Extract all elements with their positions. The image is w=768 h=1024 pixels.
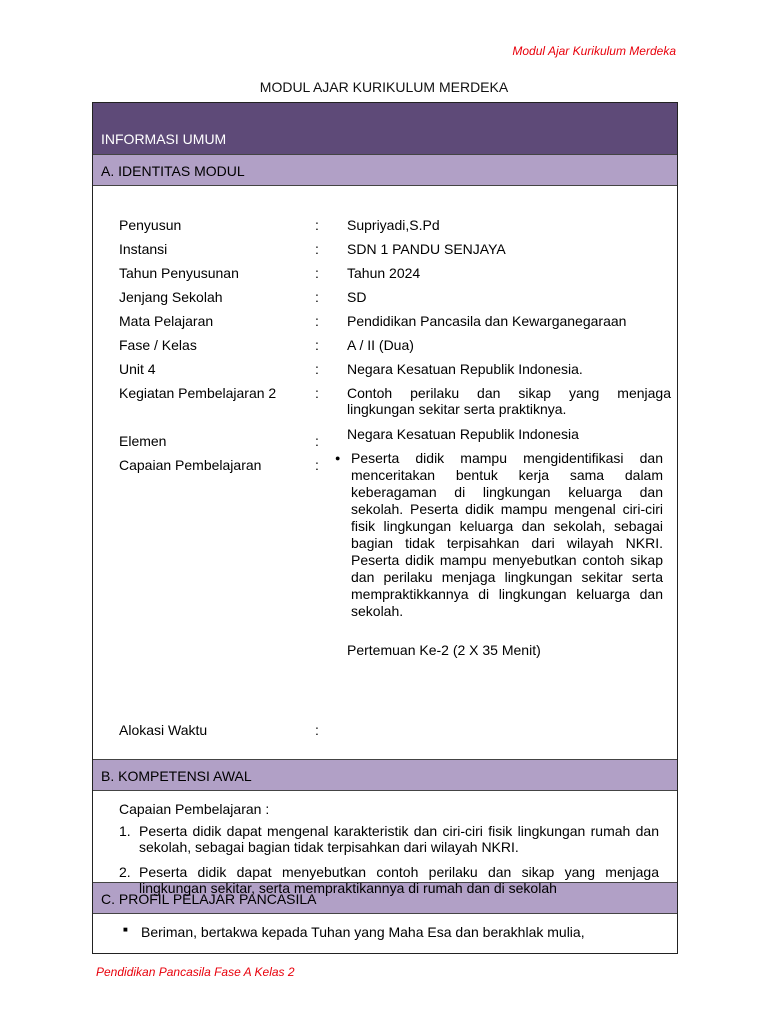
field-colon: : bbox=[315, 241, 319, 257]
field-colon: : bbox=[315, 265, 319, 281]
field-colon: : bbox=[315, 457, 319, 473]
list-item bbox=[119, 823, 659, 855]
field-colon: : bbox=[315, 289, 319, 305]
kompetensi-list bbox=[119, 823, 659, 905]
list-number: 1. bbox=[119, 823, 131, 839]
header-note: Modul Ajar Kurikulum Merdeka bbox=[512, 44, 676, 58]
field-colon: : bbox=[315, 433, 319, 449]
field-colon: : bbox=[315, 313, 319, 329]
field-value: Negara Kesatuan Republik Indonesia bbox=[347, 426, 579, 442]
field-colon: : bbox=[315, 217, 319, 233]
pertemuan-text: Pertemuan Ke-2 (2 X 35 Menit) bbox=[347, 642, 541, 658]
field-label: Fase / Kelas bbox=[119, 337, 197, 353]
field-value: Supriyadi,S.Pd bbox=[347, 217, 440, 233]
field-colon: : bbox=[315, 361, 319, 377]
kompetensi-awal-section bbox=[93, 791, 677, 896]
list-item: ● Peserta didik mampu mengidentifikasi dan menceritakan bentuk kerja sama dalam keberagaman di lingkungan keluarga dan sekolah. Peserta didik mampu mengenal ciri-ciri fisik lingkungan keluarga dan sekolah, sebagai bagian tidak terpisahkan dari wilayah NKRI. Peserta didik mampu menyebutkan contoh sikap dan perilaku menjaga lingkungan sekitar serta mempraktikkannya di lingkungan keluarga dan sekolah. bbox=[335, 450, 663, 620]
field-colon: : bbox=[315, 385, 319, 401]
field-label: Mata Pelajaran bbox=[119, 313, 214, 329]
document-title: MODUL AJAR KURIKULUM MERDEKA bbox=[259, 79, 509, 95]
field-value: A / II (Dua) bbox=[347, 337, 414, 353]
info-umum-header: INFORMASI UMUM bbox=[93, 103, 677, 154]
module-table bbox=[92, 102, 678, 954]
field-value: SDN 1 PANDU SENJAYA bbox=[347, 241, 506, 257]
list-number: 2. bbox=[119, 864, 131, 880]
identitas-modul-section bbox=[93, 186, 677, 759]
field-value: Negara Kesatuan Republik Indonesia. bbox=[347, 361, 583, 377]
field-colon: : bbox=[315, 337, 319, 353]
section-a-header: A. IDENTITAS MODUL bbox=[93, 154, 677, 186]
field-label: Elemen bbox=[119, 433, 167, 449]
footer-note: Pendidikan Pancasila Fase A Kelas 2 bbox=[96, 965, 295, 979]
field-value: Tahun 2024 bbox=[347, 265, 421, 281]
profil-list bbox=[123, 924, 585, 940]
capaian-title: Capaian Pembelajaran : bbox=[119, 801, 270, 817]
field-colon: : bbox=[315, 722, 319, 738]
field-label: Jenjang Sekolah bbox=[119, 289, 223, 305]
field-value: SD bbox=[347, 289, 367, 305]
field-value: Contoh perilaku dan sikap yang menjaga lingkungan sekitar serta praktiknya. bbox=[347, 385, 671, 417]
list-item: ■ Beriman, bertakwa kepada Tuhan yang Maha Esa dan berakhlak mulia, bbox=[123, 924, 585, 940]
field-label: Instansi bbox=[119, 241, 168, 257]
capaian-bullet-list bbox=[335, 450, 663, 620]
field-label: Tahun Penyusunan bbox=[119, 265, 239, 281]
profil-pelajar-section bbox=[93, 914, 677, 954]
field-label: Capaian Pembelajaran bbox=[119, 457, 262, 473]
field-label: Alokasi Waktu bbox=[119, 722, 208, 738]
field-label: Unit 4 bbox=[119, 361, 156, 377]
field-label: Kegiatan Pembelajaran 2 bbox=[119, 385, 277, 401]
list-text: Peserta didik dapat menyebutkan contoh perilaku dan sikap yang menjaga lingkungan sekitar, serta mempraktikannya di rumah dan di sekolah bbox=[139, 864, 659, 896]
field-label: Penyusun bbox=[119, 217, 182, 233]
section-c-header: C. PROFIL PELAJAR PANCASILA bbox=[93, 882, 677, 914]
list-text: Peserta didik dapat mengenal karakteristik dan ciri-ciri fisik lingkungan rumah dan sekolah, sebagai bagian tidak terpisahkan dari wilayah NKRI. bbox=[139, 823, 659, 855]
list-item bbox=[119, 864, 659, 896]
field-value: Pendidikan Pancasila dan Kewarganegaraan bbox=[347, 313, 627, 329]
section-b-header: B. KOMPETENSI AWAL bbox=[93, 759, 677, 791]
